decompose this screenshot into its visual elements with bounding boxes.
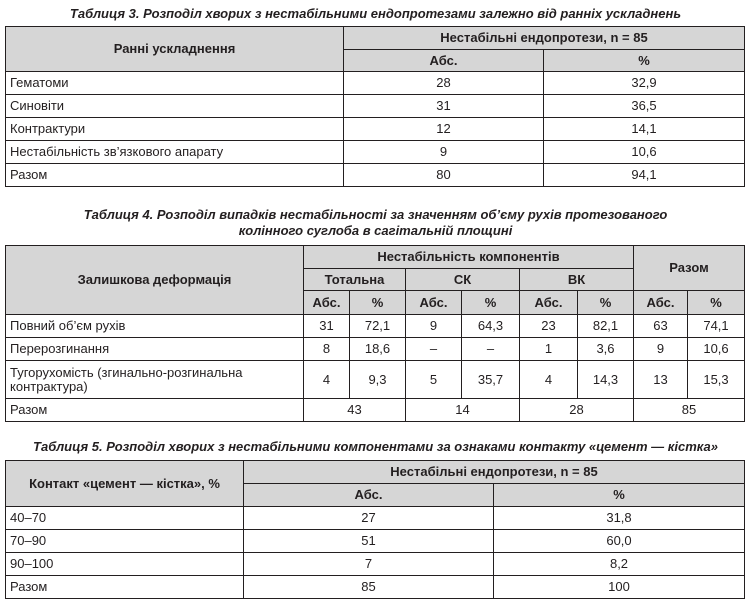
table-row-total (6, 164, 745, 187)
cell-abs: 9 (344, 141, 544, 164)
row-label: Контрактури (6, 118, 344, 141)
table5-header-row-label: Контакт «цемент — кістка», % (6, 461, 244, 507)
table4-group-header: Нестабільність компонентів (304, 246, 634, 269)
cell-pct: 10,6 (544, 141, 745, 164)
table-row (6, 338, 745, 361)
col-pct: % (578, 291, 634, 315)
table-row (6, 95, 745, 118)
cell-abs: 85 (244, 576, 494, 599)
col-pct: % (462, 291, 520, 315)
row-label: Синовіти (6, 95, 344, 118)
row-label: 90–100 (6, 553, 244, 576)
table-row (6, 553, 745, 576)
table-row (6, 507, 745, 530)
row-label: Разом (6, 576, 244, 599)
row-label: 70–90 (6, 530, 244, 553)
table4-sum-header: Разом (634, 246, 745, 291)
cell: 14,3 (578, 361, 634, 399)
cell: 82,1 (578, 315, 634, 338)
cell: 72,1 (350, 315, 406, 338)
cell: 4 (304, 361, 350, 399)
table4 (5, 245, 745, 422)
table4-sub-total: Тотальна (304, 269, 406, 291)
cell-pct: 14,1 (544, 118, 745, 141)
cell-abs: 51 (244, 530, 494, 553)
row-label: Гематоми (6, 72, 344, 95)
cell: 9 (406, 315, 462, 338)
row-label: 40–70 (6, 507, 244, 530)
col-abs: Абс. (304, 291, 350, 315)
table5-caption: Таблиця 5. Розподіл хворих з нестабільними компонентами за ознаками контакту «цемент — кістка» (33, 439, 718, 454)
cell: 64,3 (462, 315, 520, 338)
table3-caption: Таблиця 3. Розподіл хворих з нестабільними ендопротезами залежно від ранніх ускладнень (69, 6, 682, 21)
cell-sum: 85 (634, 399, 745, 422)
cell: 18,6 (350, 338, 406, 361)
table-row (6, 118, 745, 141)
cell-pct: 8,2 (494, 553, 745, 576)
row-label: Тугорухомість (згинально-розгинальна контрактура) (6, 361, 304, 399)
table5-group-header: Нестабільні ендопротези, n = 85 (244, 461, 745, 484)
row-label: Нестабільність зв’язкового апарату (6, 141, 344, 164)
cell: 63 (634, 315, 688, 338)
table3-header-row-label: Ранні ускладнення (6, 27, 344, 72)
table3-col-pct: % (544, 50, 745, 72)
row-label: Разом (6, 399, 304, 422)
cell: 15,3 (688, 361, 745, 399)
table-row (6, 361, 745, 399)
table-row-total (6, 576, 745, 599)
cell-pct: 94,1 (544, 164, 745, 187)
cell-pct: 31,8 (494, 507, 745, 530)
cell-ck: 14 (406, 399, 520, 422)
table5 (5, 460, 745, 599)
col-pct: % (688, 291, 745, 315)
col-abs: Абс. (406, 291, 462, 315)
cell-pct: 60,0 (494, 530, 745, 553)
cell: 9 (634, 338, 688, 361)
cell-abs: 28 (344, 72, 544, 95)
table5-col-pct: % (494, 484, 745, 507)
cell-abs: 12 (344, 118, 544, 141)
cell: 5 (406, 361, 462, 399)
cell-abs: 7 (244, 553, 494, 576)
cell-total: 43 (304, 399, 406, 422)
cell: 10,6 (688, 338, 745, 361)
cell: 9,3 (350, 361, 406, 399)
table-row (6, 315, 745, 338)
cell: 3,6 (578, 338, 634, 361)
table4-sub-bk: ВК (520, 269, 634, 291)
cell: 23 (520, 315, 578, 338)
table4-sub-ck: СК (406, 269, 520, 291)
cell: 1 (520, 338, 578, 361)
cell-abs: 27 (244, 507, 494, 530)
cell-bk: 28 (520, 399, 634, 422)
table-row (6, 530, 745, 553)
table-row-total (6, 399, 745, 422)
table4-caption-line2: колінного суглоба в сагітальній площині (238, 223, 513, 238)
table4-caption (0, 207, 751, 239)
table4-header-row-label: Залишкова деформація (6, 246, 304, 315)
row-label: Повний об’єм рухів (6, 315, 304, 338)
cell: 4 (520, 361, 578, 399)
row-label: Разом (6, 164, 344, 187)
cell: 13 (634, 361, 688, 399)
col-pct: % (350, 291, 406, 315)
cell: – (462, 338, 520, 361)
cell: 31 (304, 315, 350, 338)
cell-pct: 100 (494, 576, 745, 599)
table5-col-abs: Абс. (244, 484, 494, 507)
table4-caption-line1: Таблиця 4. Розподіл випадків нестабільності за значенням об’єму рухів протезованого (83, 207, 668, 222)
cell: 74,1 (688, 315, 745, 338)
cell: 35,7 (462, 361, 520, 399)
cell: 8 (304, 338, 350, 361)
col-abs: Абс. (520, 291, 578, 315)
cell-abs: 31 (344, 95, 544, 118)
table-row (6, 72, 745, 95)
table3-col-abs: Абс. (344, 50, 544, 72)
cell: – (406, 338, 462, 361)
cell-pct: 36,5 (544, 95, 745, 118)
col-abs: Абс. (634, 291, 688, 315)
table3-group-header: Нестабільні ендопротези, n = 85 (344, 27, 745, 50)
table3 (5, 26, 745, 187)
cell-abs: 80 (344, 164, 544, 187)
cell-pct: 32,9 (544, 72, 745, 95)
row-label: Перерозгинання (6, 338, 304, 361)
table-row (6, 141, 745, 164)
